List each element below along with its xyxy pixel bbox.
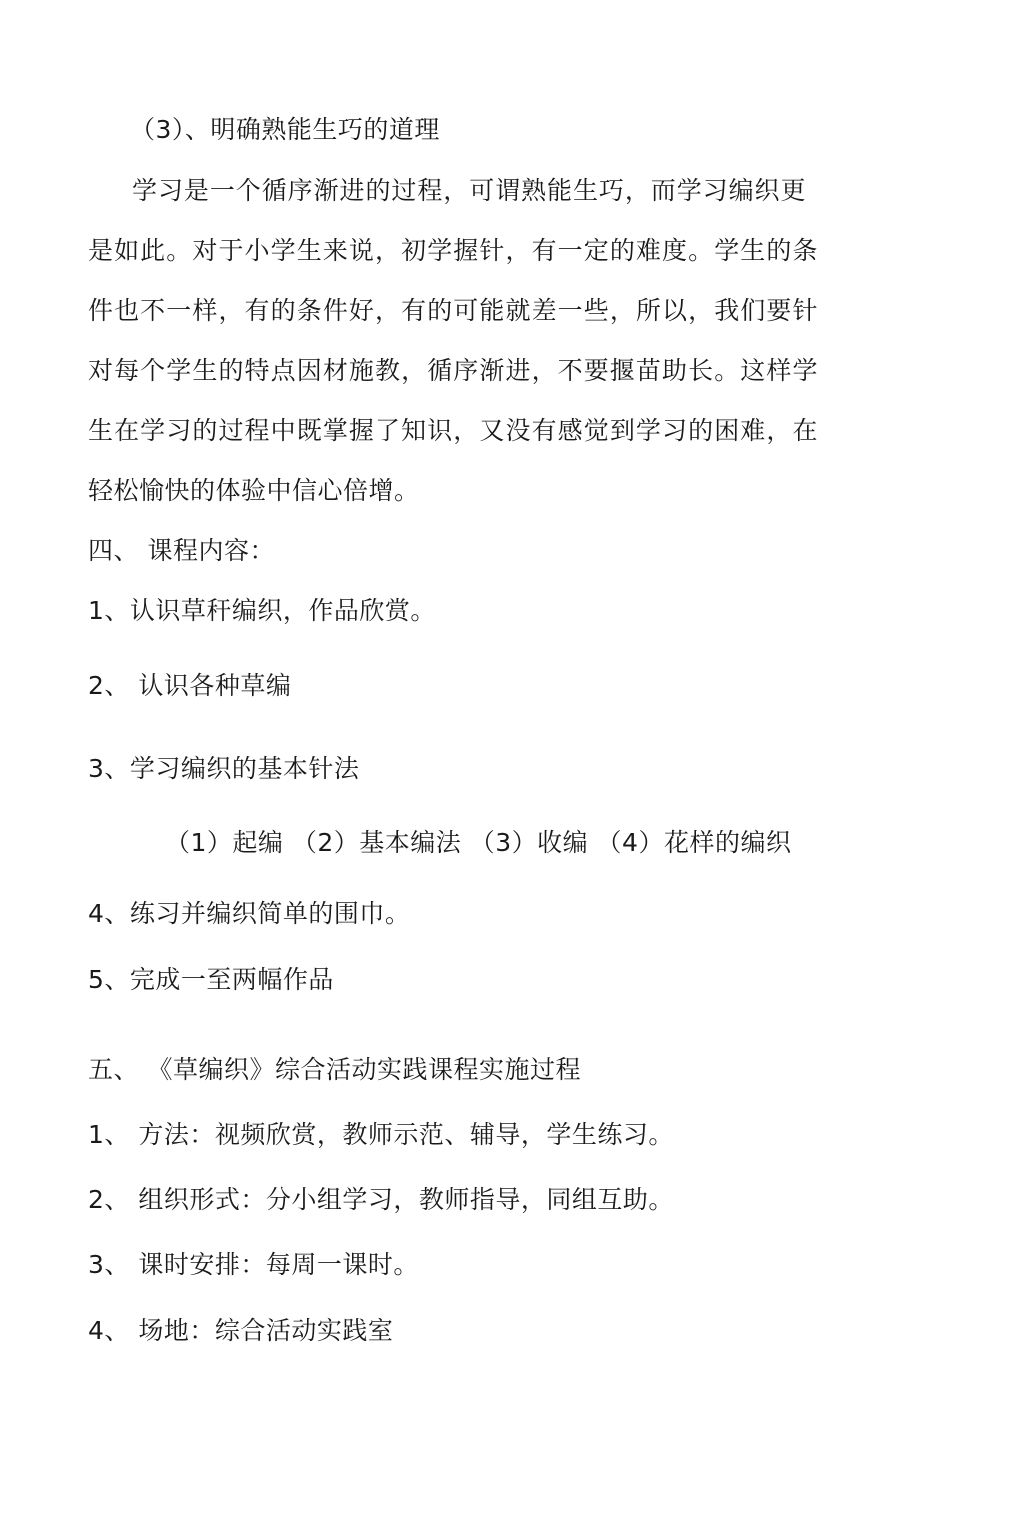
paragraph-line: 学习是一个循序渐进的过程，可谓熟能生巧，而学习编织更 (132, 176, 806, 205)
list-item: 3、学习编织的基本针法 (88, 754, 360, 783)
paragraph-line: 是如此。对于小学生来说，初学握针，有一定的难度。学生的条 (88, 236, 818, 265)
paragraph-line: 轻松愉快的体验中信心倍增。 (88, 476, 420, 505)
paragraph-line: 生在学习的过程中既掌握了知识，又没有感觉到学习的困难，在 (88, 416, 818, 445)
section-heading: 五、 《草编织》综合活动实践课程实施过程 (88, 1055, 581, 1084)
list-item: 2、 认识各种草编 (88, 671, 292, 700)
subsection-heading: （3）、明确熟能生巧的道理 (130, 115, 440, 144)
paragraph-line: 件也不一样，有的条件好，有的可能就差一些，所以，我们要针 (88, 296, 818, 325)
list-item: 1、认识草秆编织，作品欣赏。 (88, 596, 436, 625)
list-item: 4、练习并编织简单的围巾。 (88, 899, 411, 928)
list-item: 2、 组织形式：分小组学习，教师指导，同组互助。 (88, 1185, 674, 1214)
list-item: 4、 场地：综合活动实践室 (88, 1316, 394, 1345)
section-heading: 四、 课程内容： (88, 536, 275, 565)
list-item: 5、完成一至两幅作品 (88, 965, 334, 994)
paragraph-line: 对每个学生的特点因材施教，循序渐进，不要揠苗助长。这样学 (88, 356, 818, 385)
list-subitems: （1）起编 （2）基本编法 （3）收编 （4）花样的编织 (165, 828, 792, 857)
list-item: 1、 方法：视频欣赏，教师示范、辅导，学生练习。 (88, 1120, 674, 1149)
list-item: 3、 课时安排：每周一课时。 (88, 1250, 419, 1279)
